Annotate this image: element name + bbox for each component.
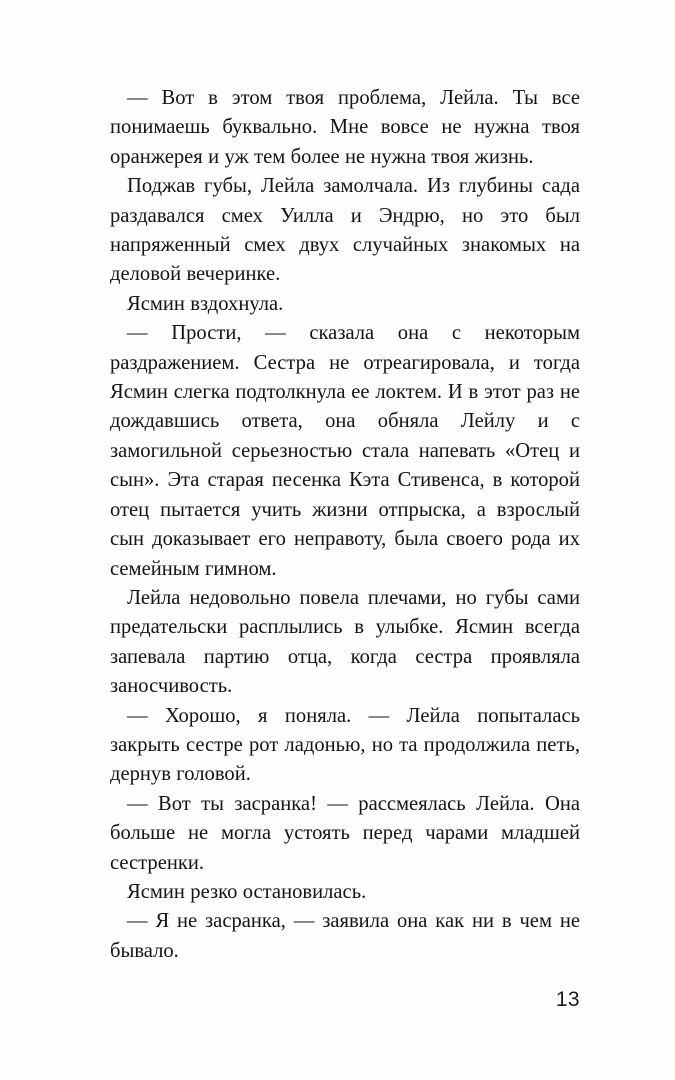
paragraph: — Вот ты засранка! — рассмеялась Лейла. Она больше не могла устоять перед чарами младшей сестренки. [110,792,580,874]
page-number: 13 [555,988,580,1011]
paragraph: Ясмин вздохнула. [127,292,284,315]
paragraph: — Я не засранка, — заявила она как ни в чем не бывало. [110,910,580,962]
paragraph: — Вот в этом твоя проблема, Лейла. Ты все понимаешь буквально. Мне вовсе не нужна твоя оранжерея и уж тем более не нужна твоя жизнь. [110,87,580,168]
paragraph: Лейла недовольно повела плечами, но губы сами предательски расплылись в улыбке. Ясмин всегда запевала партию отца, когда сестра проявляла заносчивость. [110,586,580,698]
paragraph: — Хорошо, я поняла. — Лейла попыталась закрыть сестре рот ладонью, но та продолжила петь, дернув головой. [110,704,580,786]
paragraph: — Прости, — сказала она с некоторым раздражением. Сестра не отреагировала, и тогда Ясмин слегка подтолкнула ее локтем. И в этот раз не дождавшись ответа, она обняла Лейлу и с замогильной серьезностью стала напевать «Отец и сын». Эта старая песенка Кэта Стивенса, в которой отец пытается учить жизни отпрыска, а взрослый сын доказывает его неправоту, была своего рода их семейным гимном. [110,322,580,580]
paragraph: Поджав губы, Лейла замолчала. Из глубины сада раздавался смех Уилла и Эндрю, но это был напряженный смех двух случайных знакомых на деловой вечеринке. [110,175,580,286]
paragraph: Ясмин резко остановилась. [127,880,367,903]
page-text-block [110,84,580,966]
